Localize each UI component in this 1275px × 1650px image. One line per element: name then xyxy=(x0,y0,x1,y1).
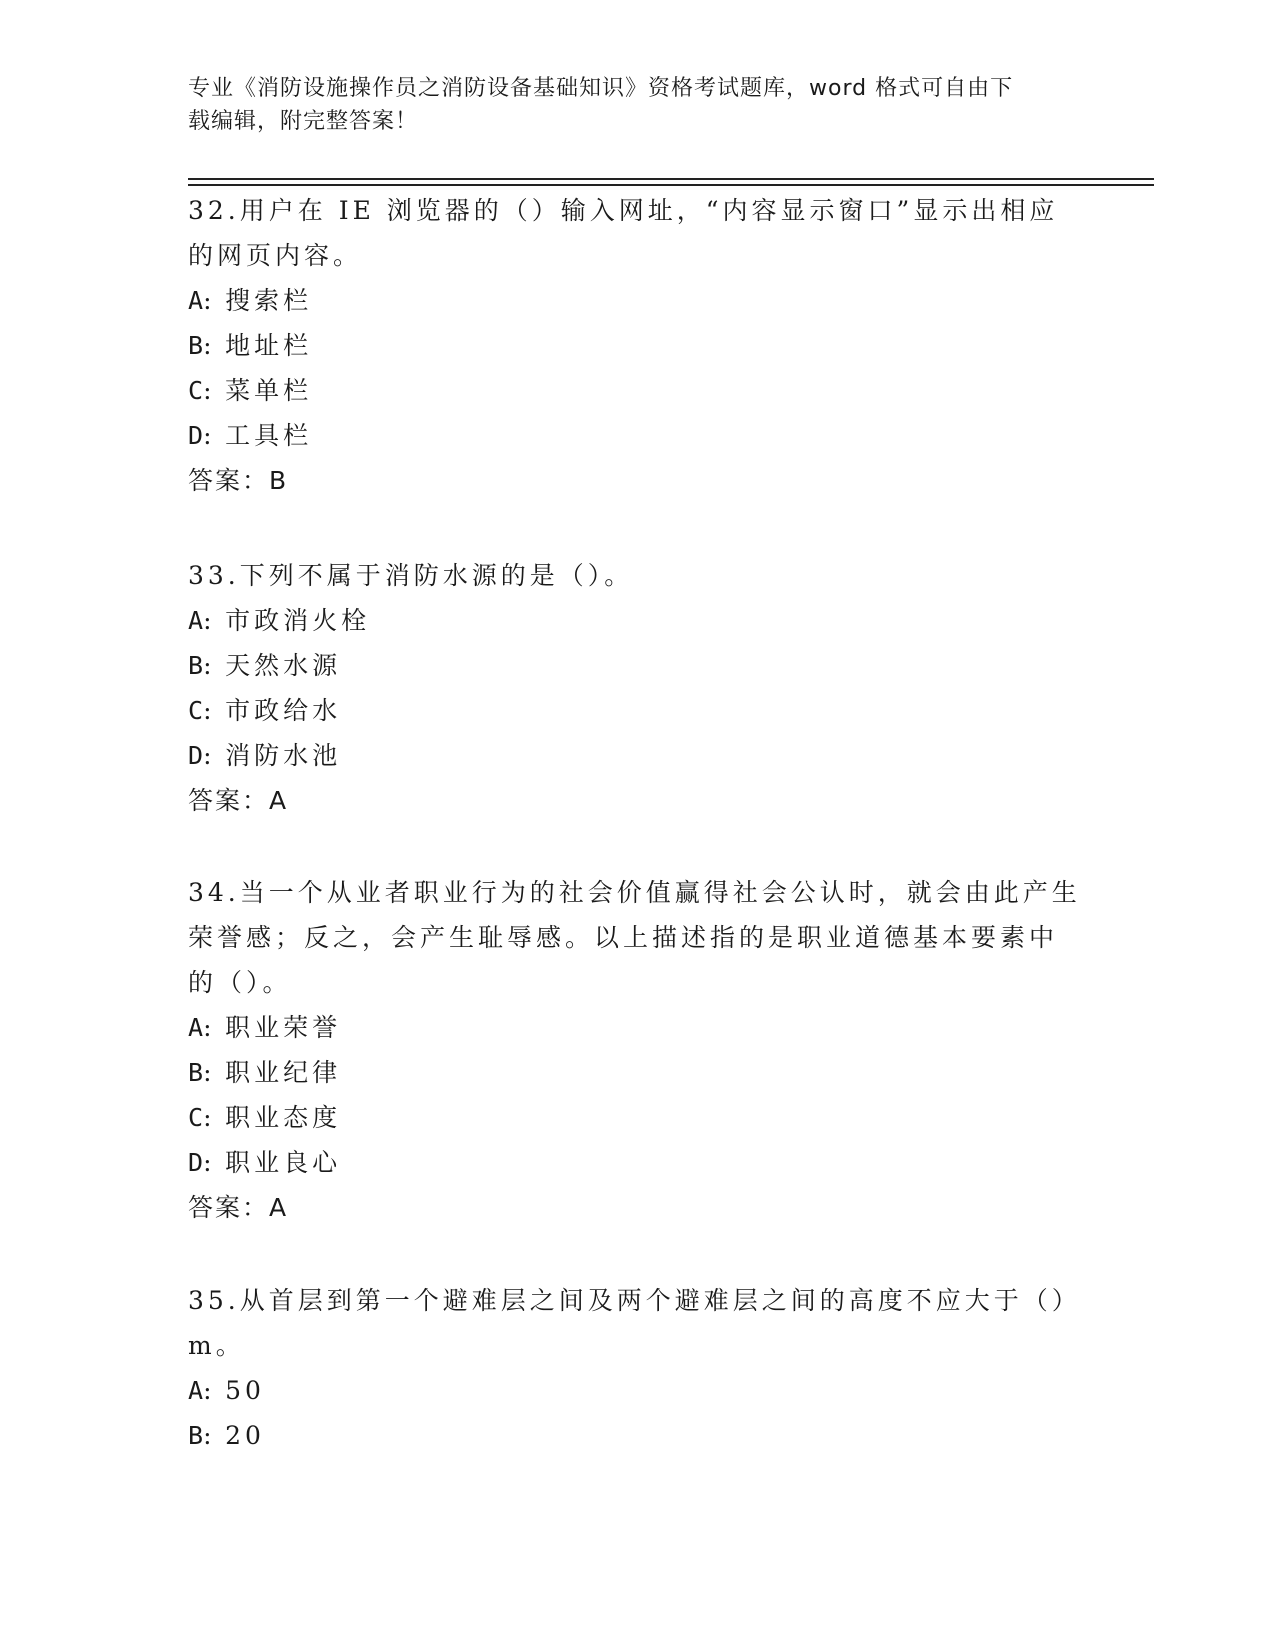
option-a: A: 职业荣誉 xyxy=(188,1013,342,1042)
option-a: A: 市政消火栓 xyxy=(188,606,371,635)
question-stem-line: 的网页内容。 xyxy=(188,241,363,270)
option-c: C: 菜单栏 xyxy=(188,376,313,405)
header-line-2: 载编辑，附完整答案！ xyxy=(188,109,419,134)
document-header xyxy=(188,72,1068,138)
question-stem-line: 荣誉感；反之，会产生耻辱感。以上描述指的是职业道德基本要素中 xyxy=(188,923,1059,952)
option-b: B: 职业纪律 xyxy=(188,1058,342,1087)
answer-line: 答案：A xyxy=(188,1193,289,1222)
option-c: C: 职业态度 xyxy=(188,1103,342,1132)
question-stem-line: 35.从首层到第一个避难层之间及两个避难层之间的高度不应大于（） xyxy=(188,1286,1081,1315)
option-c: C: 市政给水 xyxy=(188,696,342,725)
header-divider-top xyxy=(188,178,1154,180)
header-line-1: 专业《消防设施操作员之消防设备基础知识》资格考试题库，word 格式可自由下 xyxy=(188,76,1014,101)
header-divider-bottom xyxy=(188,184,1154,186)
option-d: D: 消防水池 xyxy=(188,741,342,770)
option-b: B: 20 xyxy=(188,1421,265,1450)
question-stem-line: 的（）。 xyxy=(188,968,292,997)
question-34 xyxy=(188,870,1088,1230)
answer-line: 答案：A xyxy=(188,786,289,815)
question-stem-line: 34.当一个从业者职业行为的社会价值赢得社会公认时，就会由此产生 xyxy=(188,878,1081,907)
question-stem-line: 33.下列不属于消防水源的是（）。 xyxy=(188,561,634,590)
question-35 xyxy=(188,1278,1088,1458)
option-d: D: 工具栏 xyxy=(188,421,313,450)
option-b: B: 地址栏 xyxy=(188,331,313,360)
option-d: D: 职业良心 xyxy=(188,1148,342,1177)
option-a: A: 50 xyxy=(188,1376,265,1405)
option-a: A: 搜索栏 xyxy=(188,286,313,315)
question-33 xyxy=(188,553,1088,823)
question-32 xyxy=(188,188,1088,503)
option-b: B: 天然水源 xyxy=(188,651,342,680)
answer-line: 答案：B xyxy=(188,466,289,495)
question-stem-line: 32.用户在 IE 浏览器的（）输入网址，“内容显示窗口”显示出相应 xyxy=(188,196,1059,225)
question-stem-line: m。 xyxy=(188,1331,245,1360)
